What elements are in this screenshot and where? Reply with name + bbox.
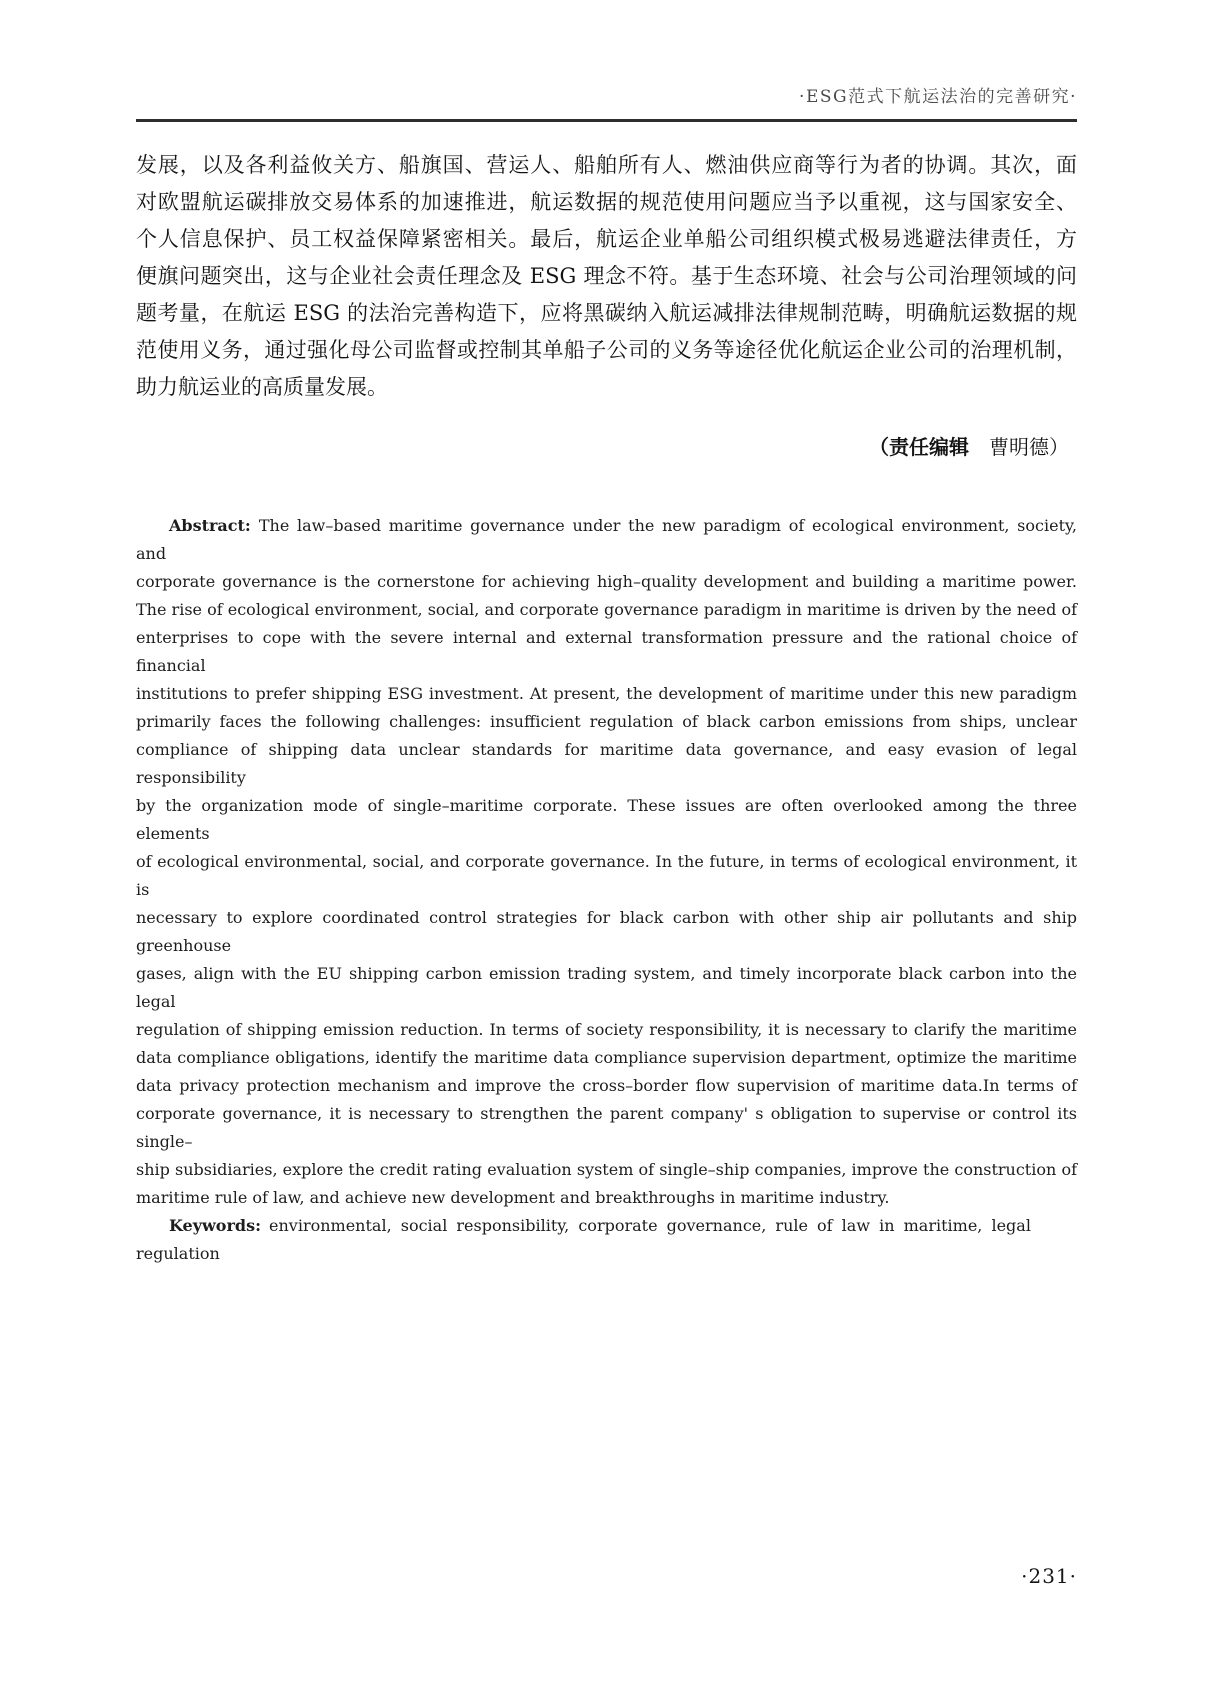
abstract-label: Abstract: bbox=[169, 515, 251, 535]
abstract-text-line: ship subsidiaries, explore the credit rating evaluation system of single–ship companies, improve the construction of bbox=[136, 1159, 1077, 1179]
abstract-text-line: necessary to explore coordinated control strategies for black carbon with other ship air pollutants and ship greenhouse bbox=[136, 907, 1077, 955]
chinese-text-line: 对欧盟航运碳排放交易体系的加速推进，航运数据的规范使用问题应当予以重视，这与国家安全、 bbox=[136, 189, 1077, 214]
keywords-label: Keywords: bbox=[169, 1215, 262, 1235]
abstract-text-line: data privacy protection mechanism and improve the cross–border flow supervision of maritime data.In terms of bbox=[136, 1075, 1077, 1095]
chinese-text-line: 题考量，在航运 ESG 的法治完善构造下，应将黑碳纳入航运减排法律规制范畴，明确航运数据的规 bbox=[136, 300, 1077, 325]
editor-name: 曹明德） bbox=[989, 434, 1069, 459]
chinese-text-line: 发展，以及各利益攸关方、船旗国、营运人、船舶所有人、燃油供应商等行为者的协调。其次，面 bbox=[136, 152, 1077, 177]
abstract-first-line-text: The law–based maritime governance under the new paradigm of ecological environment, society, and bbox=[136, 515, 1077, 563]
page-number: ·231· bbox=[1021, 1564, 1077, 1588]
abstract-text-line: maritime rule of law, and achieve new development and breakthroughs in maritime industry. bbox=[136, 1187, 890, 1207]
abstract-lines bbox=[136, 568, 1077, 1212]
abstract-first-line bbox=[136, 512, 1077, 568]
abstract-text-line: gases, align with the EU shipping carbon emission trading system, and timely incorporate black carbon into the legal bbox=[136, 963, 1077, 1011]
header-divider bbox=[136, 119, 1077, 122]
abstract-text-line: corporate governance is the cornerstone for achieving high–quality development and building a maritime power. bbox=[136, 571, 1077, 591]
abstract-text-line: data compliance obligations, identify the maritime data compliance supervision department, optimize the maritime bbox=[136, 1047, 1077, 1067]
abstract-text-line: of ecological environmental, social, and corporate governance. In the future, in terms of ecological environment, it is bbox=[136, 851, 1077, 899]
abstract-text-line: The rise of ecological environment, social, and corporate governance paradigm in maritime is driven by the need of bbox=[136, 599, 1077, 619]
chinese-text-line: 个人信息保护、员工权益保障紧密相关。最后，航运企业单船公司组织模式极易逃避法律责任，方 bbox=[136, 226, 1077, 251]
abstract-section bbox=[136, 512, 1077, 1268]
abstract-text-line: by the organization mode of single–maritime corporate. These issues are often overlooked among the three elements bbox=[136, 795, 1077, 843]
chinese-text-line: 便旗问题突出，这与企业社会责任理念及 ESG 理念不符。基于生态环境、社会与公司治理领域的问 bbox=[136, 263, 1077, 288]
keywords-text: environmental, social responsibility, corporate governance, rule of law in maritime, legal regulation bbox=[136, 1215, 1031, 1263]
editor-label: （责任编辑 bbox=[869, 434, 969, 459]
editor-credit bbox=[136, 433, 1077, 461]
running-head: ·ESG范式下航运法治的完善研究· bbox=[799, 87, 1077, 107]
chinese-text-line: 助力航运业的高质量发展。 bbox=[136, 374, 388, 399]
keywords-line bbox=[136, 1212, 1077, 1268]
page-content bbox=[136, 0, 1077, 1268]
chinese-paragraph bbox=[136, 147, 1077, 406]
abstract-text-line: enterprises to cope with the severe internal and external transformation pressure and the rational choice of financial bbox=[136, 627, 1077, 675]
abstract-text-line: primarily faces the following challenges: insufficient regulation of black carbon emissions from ships, unclear bbox=[136, 711, 1077, 731]
abstract-text-line: corporate governance, it is necessary to strengthen the parent company' s obligation to supervise or control its single– bbox=[136, 1103, 1077, 1151]
abstract-text-line: compliance of shipping data unclear standards for maritime data governance, and easy evasion of legal responsibility bbox=[136, 739, 1077, 787]
abstract-text-line: institutions to prefer shipping ESG investment. At present, the development of maritime under this new paradigm bbox=[136, 683, 1077, 703]
chinese-text-line: 范使用义务，通过强化母公司监督或控制其单船子公司的义务等途径优化航运企业公司的治理机制， bbox=[136, 337, 1077, 362]
abstract-text-line: regulation of shipping emission reduction. In terms of society responsibility, it is necessary to clarify the maritime bbox=[136, 1019, 1077, 1039]
